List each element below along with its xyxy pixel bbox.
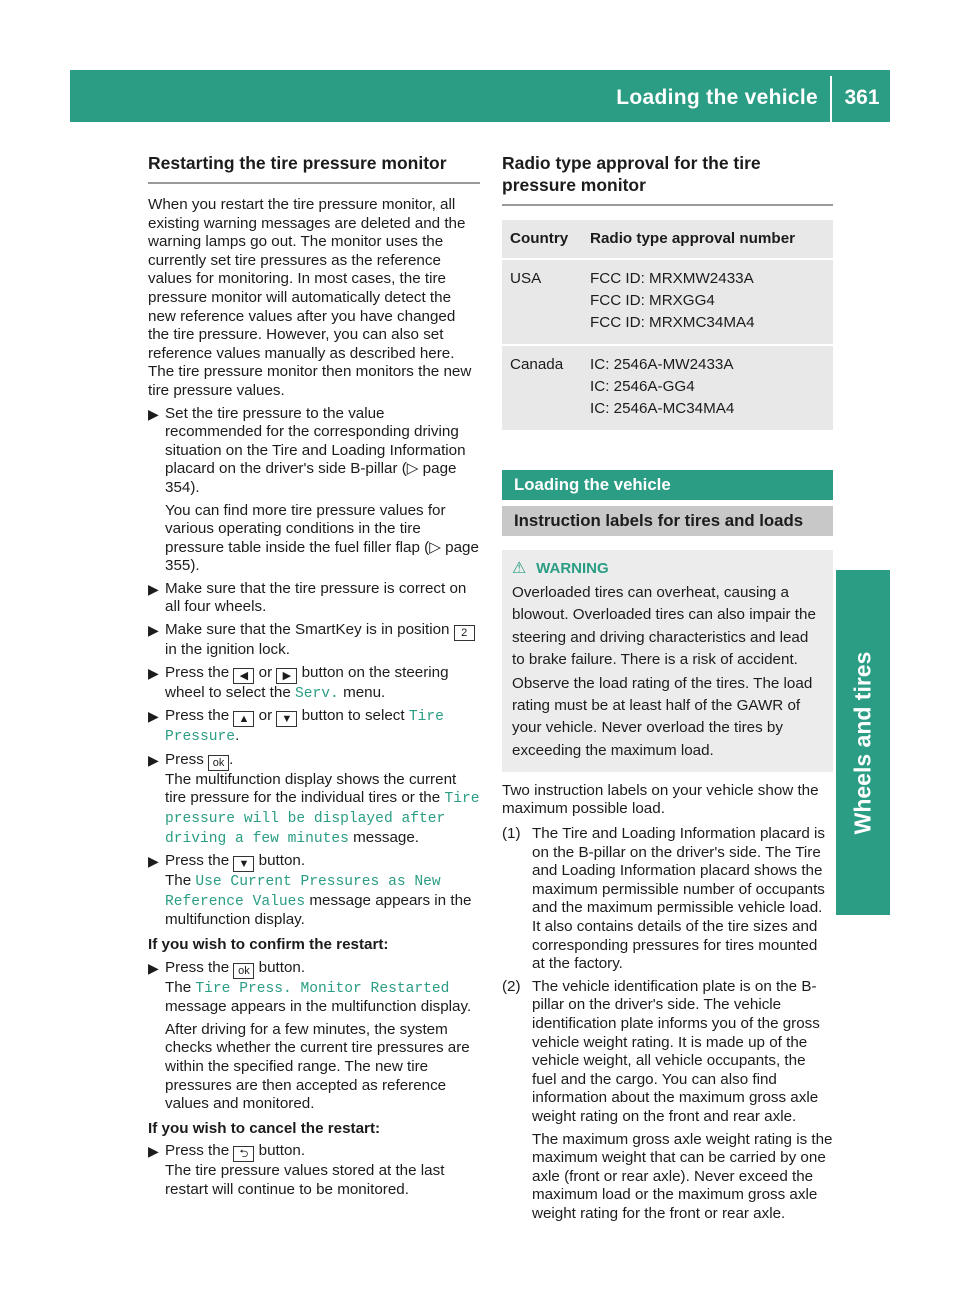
display-text-use-current: Use Current Pressures as New Reference Values — [165, 874, 441, 910]
table-row: USA FCC ID: MRXMW2433A FCC ID: MRXGG4 FCC ID: MRXMC34MA4 — [502, 260, 833, 346]
approval-table — [502, 220, 833, 432]
display-text-restarted: Tire Press. Monitor Restarted — [195, 980, 450, 997]
display-text-will-be-displayed: Tire pressure will be displayed after driving a few minutes — [165, 791, 480, 847]
table-header-number: Radio type approval number — [590, 229, 796, 247]
step-arrow-icon: ▶ — [148, 580, 159, 597]
step-arrow-icon: ▶ — [148, 664, 159, 681]
page-header — [70, 70, 890, 122]
list-item: (2) The vehicle identification plate is on the B-pillar on the driver's side. The vehicle identification plate informs you of the gross vehicle weight rating. It is made up of the vehicle weight, all vehicle occupants, the fuel and the cargo. You can also find information about the maximum gross axle weight rating on the front and rear axle. The maximum gross axle weight rating is the maximum weight that can be carried by one axle (front or rear axle). Never exceed the maximum load or the maximum gross axle weight rating for the front or rear axle. — [502, 977, 833, 1222]
left-column — [148, 152, 480, 1200]
step-cancel: ▶ Press the ⮌ button. The tire pressure values stored at the last restart will continue to be monitored. — [148, 1142, 480, 1199]
labels-list — [502, 825, 833, 1223]
ok-button-icon: ok — [233, 963, 254, 979]
step-note: After driving for a few minutes, the system checks whether the current tire pressures are within the specified range. The new tire pressures are then accepted as reference values and monitored. — [165, 1020, 470, 1113]
section-band-loading: Loading the vehicle — [502, 470, 833, 500]
step-press-ok: ▶ Press ok . The multifunction display shows the current tire pressure for the individual tires or the Tire pressure will be displayed after driving a few minutes message. — [148, 750, 480, 847]
warning-label: WARNING — [536, 560, 609, 577]
subsection-band-labels: Instruction labels for tires and loads — [502, 506, 833, 536]
confirm-heading: If you wish to confirm the restart: — [148, 936, 389, 953]
table-header-country: Country — [510, 229, 569, 247]
warning-triangle-icon: ⚠ — [512, 560, 527, 577]
right-button-icon: ▶ — [276, 668, 297, 684]
warning-text: Observe the load rating of the tires. The load rating must be at least half of the GAWR of your vehicle. Never overload the tires by exceeding the maximum load. — [512, 675, 813, 759]
cancel-heading: If you wish to cancel the restart: — [148, 1119, 381, 1137]
section-heading-restart: Restarting the tire pressure monitor — [148, 152, 480, 184]
step-arrow-icon: ▶ — [148, 708, 159, 725]
intro-paragraph: When you restart the tire pressure monitor, all existing warning messages are deleted and the warning lamps go out. The monitor uses the currently set tire pressures as the reference values for monitoring. In most cases, the tire pressure monitor will automatically detect the new reference values after you have changed the tire pressure. However, you can also set reference values manually as described here. The tire pressure monitor then monitors the new tire pressure values. — [148, 196, 472, 399]
left-button-icon: ◀ — [233, 668, 254, 684]
header-divider — [830, 76, 832, 122]
step-press-down: ▶ Press the ▼ button. The Use Current Pressures as New Reference Values message appears in the multifunction display. — [148, 852, 472, 929]
step-arrow-icon: ▶ — [148, 853, 159, 870]
step-arrow-icon: ▶ — [148, 959, 159, 976]
chapter-tab-label: Wheels and tires — [849, 651, 876, 834]
step-arrow-icon: ▶ — [148, 1143, 159, 1160]
step-check-wheels: ▶ Make sure that the tire pressure is correct on all four wheels. — [148, 579, 467, 616]
down-button-icon: ▼ — [276, 711, 297, 727]
labels-intro: Two instruction labels on your vehicle show the maximum possible load. — [502, 781, 819, 818]
down-button-icon: ▼ — [233, 856, 254, 872]
display-text-tire-pressure: Tire Pressure — [165, 709, 444, 746]
header-title: Loading the vehicle — [616, 86, 818, 109]
step-arrow-icon: ▶ — [148, 622, 159, 639]
ok-button-icon: ok — [208, 755, 229, 771]
step-set-pressure: ▶ Set the tire pressure to the value recommended for the corresponding driving situation on the Tire and Loading Information placard on the driver's side B-pillar (▷ page 354). You can find more tire pressure values for various operating conditions in the tire pressure table inside the fuel filler flap (▷ page 355). — [148, 404, 479, 575]
up-button-icon: ▲ — [233, 711, 254, 727]
step-arrow-icon: ▶ — [148, 405, 159, 422]
step-select-tire-pressure: ▶ Press the ▲ or ▼ button to select Tire Pressure. — [148, 707, 444, 746]
table-header-row — [502, 220, 833, 260]
step-confirm: ▶ Press the ok button. The Tire Press. Monitor Restarted message appears in the multifunction display. After driving for a few minutes, the system checks whether the current tire pressures are within the specified range. The new tire pressures are then accepted as reference values and monitored. — [148, 959, 480, 1114]
step-arrow-icon: ▶ — [148, 751, 159, 768]
section-heading-radio: Radio type approval for the tire pressure monitor — [502, 152, 833, 206]
warning-box — [502, 550, 833, 772]
list-item: (1) The Tire and Loading Information placard is on the B-pillar on the driver's side. The Tire and Loading Information placard shows the maximum permissible number of occupants and the maximum permissible vehicle load. It also contains details of the tire sizes and corresponding pressures for tires mounted at the factory. — [502, 825, 825, 973]
display-text-serv: Serv. — [295, 685, 339, 702]
warning-text: Overloaded tires can overheat, causing a blowout. Overloaded tires can also impair the steering and driving characteristics and lead to brake failure. There is a risk of accident. — [512, 584, 816, 668]
step-smartkey: ▶ Make sure that the SmartKey is in position 2 in the ignition lock. — [148, 621, 480, 660]
table-row: Canada IC: 2546A-MW2433A IC: 2546A-GG4 IC: 2546A-MC34MA4 — [502, 346, 833, 432]
page-number: 361 — [844, 86, 880, 109]
step-note: The tire pressure values stored at the last restart will continue to be monitored. — [165, 1162, 445, 1198]
right-column — [502, 152, 833, 1223]
step-note: You can find more tire pressure values for various operating conditions in the tire pressure table inside the fuel filler flap (▷ page 355). — [165, 501, 479, 575]
back-button-icon: ⮌ — [233, 1146, 254, 1162]
position-2-icon: 2 — [454, 625, 475, 641]
step-select-serv: ▶ Press the ◀ or ▶ button on the steering wheel to select the Serv. menu. — [148, 663, 449, 702]
chapter-tab — [836, 570, 890, 915]
